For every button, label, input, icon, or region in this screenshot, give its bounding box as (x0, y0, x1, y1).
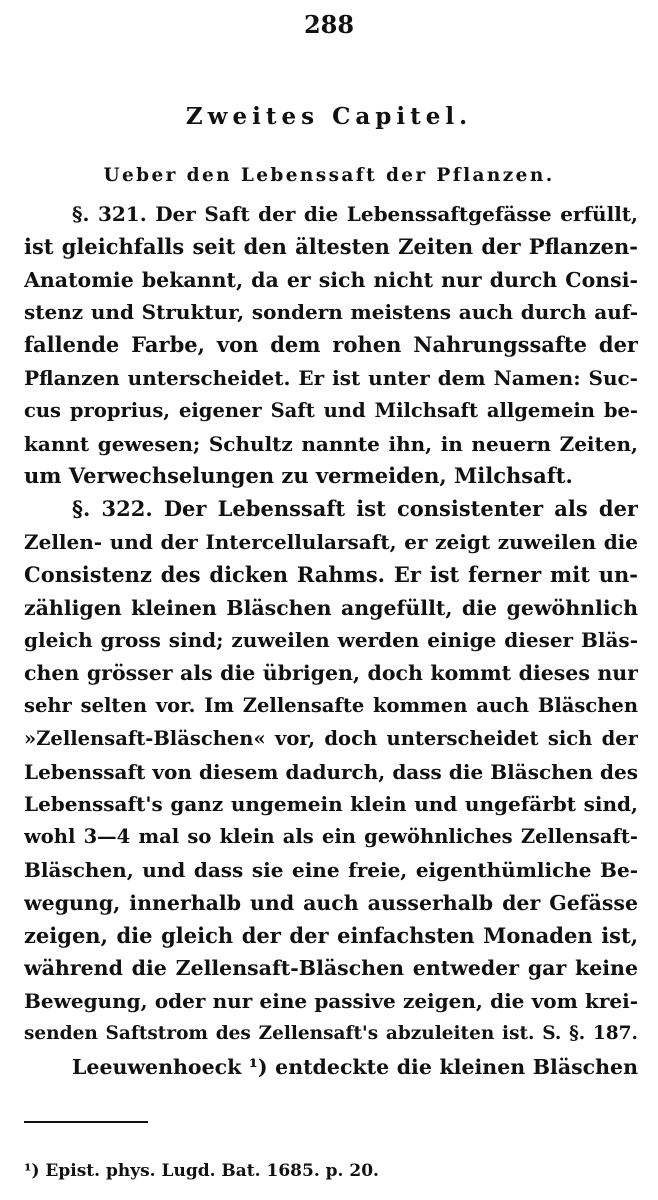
footnote-divider (24, 1121, 148, 1123)
text-line: »Zellensaft-Bläschen« vor, doch unterscheidet sich der (24, 726, 638, 750)
chapter-title: Zweites Capitel. (185, 103, 473, 130)
text-line: Bläschen, und dass sie eine freie, eigenthümliche Be- (24, 857, 638, 882)
text-line: §. 321. Der Saft der die Lebenssaftgefässe erfüllt, (72, 202, 638, 226)
text-line: Leeuwenhoeck ¹) entdeckte die kleinen Bläschen (72, 1054, 638, 1079)
text-line: gleich gross sind; zuweilen werden einige dieser Bläs- (24, 628, 638, 653)
footnote: ¹) Epist. phys. Lugd. Bat. 1685. p. 20. (24, 1161, 379, 1181)
text-line: Pflanzen unterscheidet. Er ist unter dem Namen: Suc- (24, 365, 638, 390)
text-line: sehr selten vor. Im Zellensafte kommen auch Bläschen (24, 693, 638, 717)
page-number: 288 (303, 10, 355, 39)
text-line: um Verwechselungen zu vermeiden, Milchsaft. (24, 463, 573, 489)
text-line: chen grösser als die übrigen, doch kommt dieses nur (24, 661, 638, 686)
text-line: zeigen, die gleich der der einfachsten Monaden ist, (24, 922, 638, 948)
text-line: Consistenz des dicken Rahms. Er ist ferner mit un- (24, 561, 638, 587)
text-line: wegung, innerhalb und auch ausserhalb der Gefässe (24, 890, 638, 915)
text-line: Anatomie bekannt, da er sich nicht nur durch Consi- (24, 267, 638, 292)
text-line: während die Zellensaft-Bläschen entweder gar keine (24, 956, 638, 981)
text-line: Lebenssaft's ganz ungemein klein und ungefärbt sind, (24, 792, 638, 817)
text-line: stenz und Struktur, sondern meistens auch durch auf- (24, 300, 638, 325)
text-line: §. 322. Der Lebenssaft ist consistenter als der (72, 496, 638, 522)
text-line: senden Saftstrom des Zellensaft's abzuleiten ist. S. §. 187. (24, 1022, 638, 1044)
body-text (24, 198, 638, 1084)
text-line: cus proprius, eigener Saft und Milchsaft allgemein be- (24, 398, 638, 422)
text-line: ist gleichfalls seit den ältesten Zeiten der Pflanzen- (24, 233, 638, 259)
text-line: fallende Farbe, von dem rohen Nahrungssafte der (24, 332, 638, 358)
text-line: kannt gewesen; Schultz nannte ihn, in neuern Zeiten, (24, 431, 638, 456)
text-line: Zellen- und der Intercellularsaft, er zeigt zuweilen die (24, 529, 638, 554)
text-line: zähligen kleinen Bläschen angefüllt, die gewöhnlich (24, 595, 638, 620)
text-line: Bewegung, oder nur eine passive zeigen, die vom krei- (24, 989, 638, 1014)
text-line: Lebenssaft von diesem dadurch, dass die Bläschen des (24, 759, 638, 784)
text-line: wohl 3—4 mal so klein als ein gewöhnliches Zellensaft- (24, 825, 638, 849)
chapter-subtitle: Ueber den Lebenssaft der Pflanzen. (103, 165, 555, 186)
